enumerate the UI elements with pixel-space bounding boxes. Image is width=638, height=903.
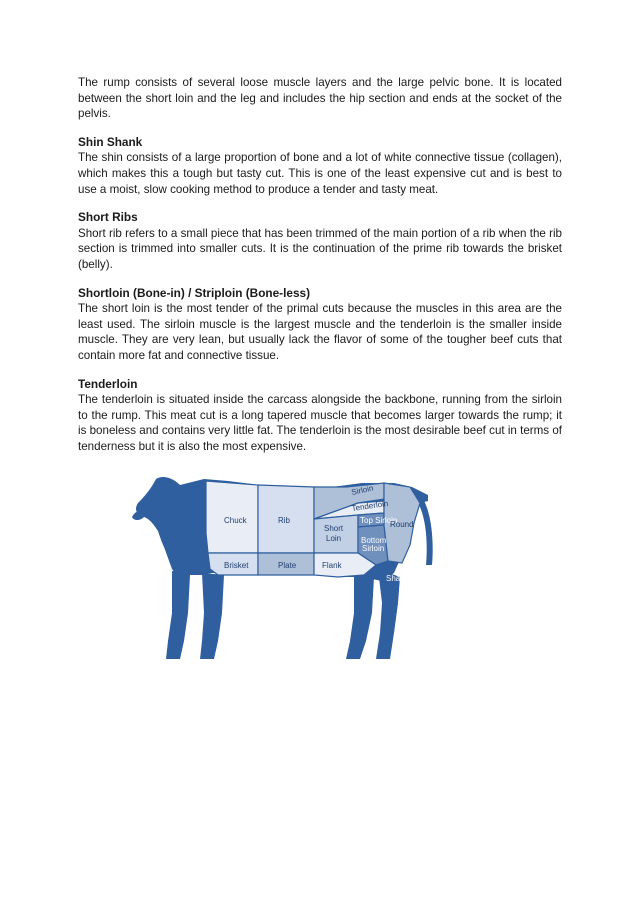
- section-body: The short loin is the most tender of the primal cuts because the muscles in this area are the least used. The sirloin muscle is the largest muscle and the tenderloin is the smaller inside muscle. They are very lean, but usually lack the flavor of some of the tougher beef cuts that contain more fat and connective tissue.: [78, 302, 562, 362]
- label-shank-rear: Shank: [386, 574, 409, 583]
- section-tenderloin: [78, 377, 562, 455]
- label-round: Round: [390, 520, 414, 529]
- label-sirloin: Sirloin: [350, 483, 375, 497]
- section-heading: Short Ribs: [78, 210, 138, 225]
- label-flank: Flank: [322, 561, 342, 570]
- label-bottom-sirloin-line1: Bottom: [361, 536, 387, 545]
- section-short-ribs: [78, 210, 562, 272]
- section-body: Short rib refers to a small piece that has been trimmed of the main portion of a rib when the rib section is trimmed into smaller cuts. It is the continuation of the prime rib towards the brisket (belly).: [78, 226, 562, 271]
- section-heading: Tenderloin: [78, 376, 138, 391]
- label-plate: Plate: [278, 561, 297, 570]
- intro-paragraph: The rump consists of several loose muscle layers and the large pelvic bone. It is located between the short loin and the leg and includes the hip section and ends at the socket of the pelvis.: [78, 76, 562, 121]
- label-rib: Rib: [278, 516, 291, 525]
- section-heading: Shin Shank: [78, 134, 143, 149]
- label-short-loin-line1: Short: [324, 524, 344, 533]
- section-body: The shin consists of a large proportion of bone and a lot of white connective tissue (collagen), which makes this a tough but tasty cut. This is one of the least expensive cut and is best to use a moist, slow cooking method to produce a tender and tasty meat.: [78, 151, 562, 196]
- label-brisket: Brisket: [224, 561, 249, 570]
- section-shin-shank: [78, 135, 562, 197]
- beef-cuts-diagram: [132, 473, 444, 673]
- document-page: [78, 75, 562, 454]
- label-shank-front: Shank: [236, 586, 259, 595]
- label-tenderloin: Tenderloin: [351, 498, 389, 513]
- label-bottom-sirloin-line2: Sirloin: [362, 544, 385, 553]
- section-heading: Shortloin (Bone-in) / Striploin (Bone-less): [78, 285, 310, 300]
- label-short-loin-line2: Loin: [326, 534, 342, 543]
- section-body: The tenderloin is situated inside the carcass alongside the backbone, running from the sirloin to the rump. This meat cut is a long tapered muscle that becomes larger towards the rump; it is boneless and contains very little fat. The tenderloin is the most desirable beef cut in terms of tenderness but it is also the most expensive.: [78, 393, 562, 453]
- section-shortloin: [78, 286, 562, 364]
- label-chuck: Chuck: [224, 516, 247, 525]
- beef-cuts-svg: [132, 473, 444, 673]
- label-top-sirloin: Top Sirloin: [360, 516, 398, 525]
